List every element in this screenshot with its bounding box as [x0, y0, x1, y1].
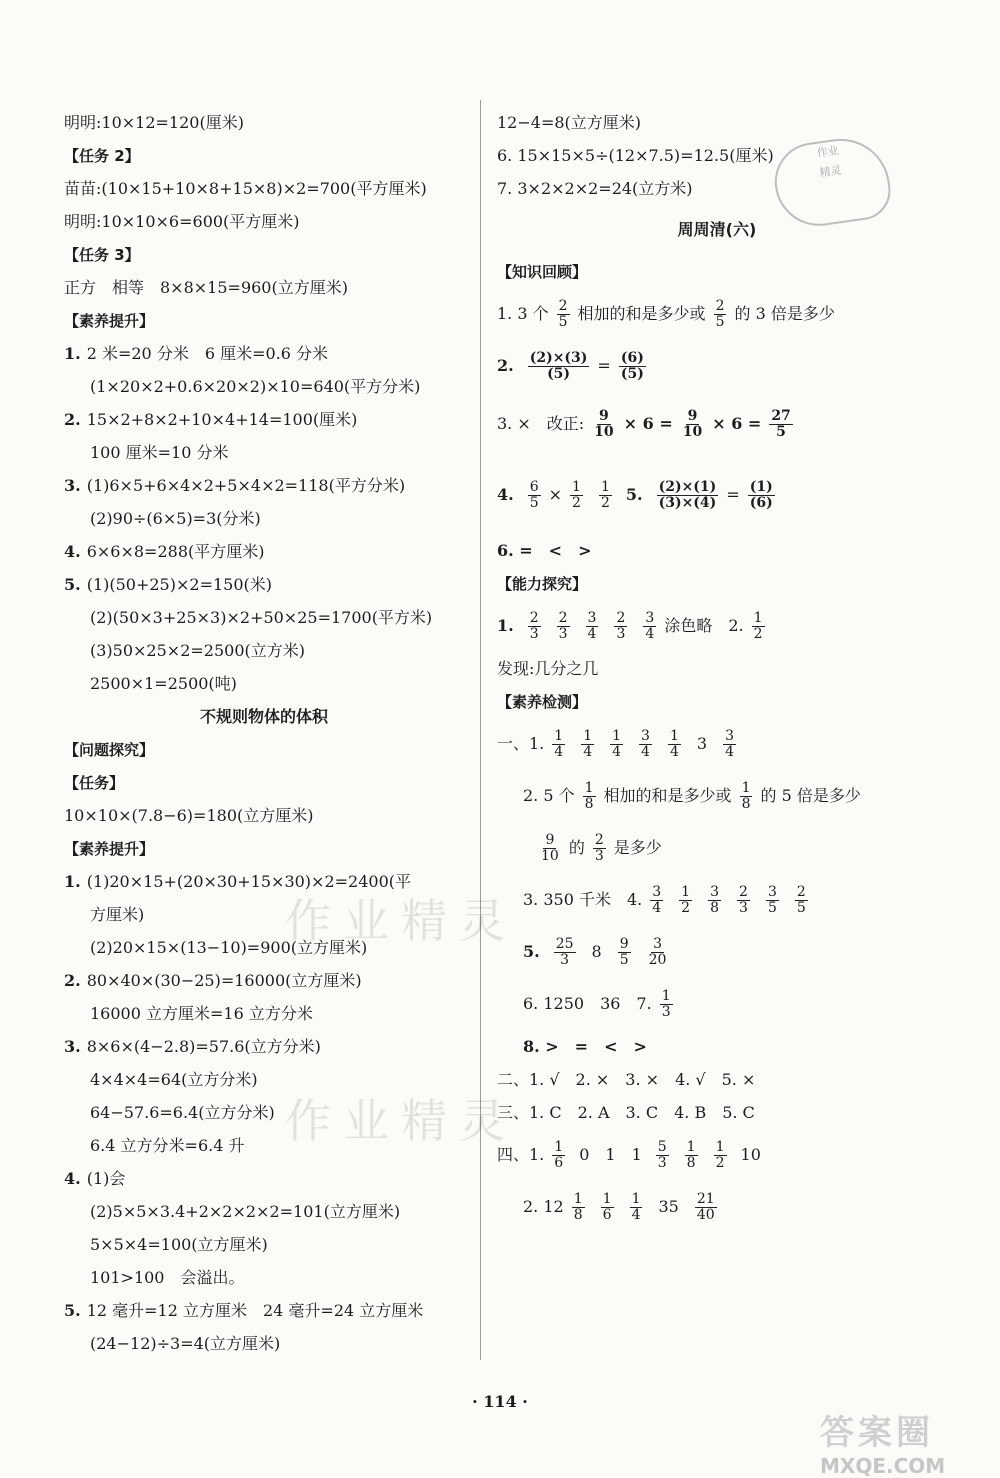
fraction: $\frac{3}{20}$: [648, 935, 667, 968]
fraction: $\frac{1}{8}$: [573, 1190, 583, 1223]
fraction: $\frac{21}{40}$: [696, 1190, 715, 1223]
fraction: $\frac{1}{2}$: [600, 478, 610, 511]
section-heading: [64, 304, 464, 337]
answer-line: [64, 1261, 464, 1294]
line-text: (2)5×5×3.4+2×2×2×2=101(立方厘米): [90, 1201, 401, 1221]
line-text: (1×20×2+0.6×20×2)×10=640(平方分米): [90, 376, 421, 396]
line-text: 2 米=20 分米 6 厘米=0.6 分米: [86, 343, 329, 363]
line-text: (2)90÷(6×5)=3(分米): [90, 508, 261, 528]
fraction: $\frac{1}{8}$: [686, 1138, 696, 1171]
column-divider: [480, 100, 481, 1360]
answer-line: [64, 1195, 464, 1228]
line-text: 10×10×(7.8−6)=180(立方厘米): [64, 805, 314, 825]
line-text: 4×4×4=64(立方分米): [90, 1069, 258, 1089]
answer-line: 一、1. $\frac{1}{4}$ $\frac{1}{4}$ $\frac{1}{4}$ $\frac{3}{4}$ $\frac{1}{4}$ 3 $\frac{3}{4}$: [497, 727, 734, 760]
fraction: $\frac{(2)\times(1)}{(3)\times(4)}$: [658, 478, 717, 511]
fraction: $\frac{2}{5}$: [715, 297, 725, 330]
logo-url: MXQE.COM: [820, 1454, 946, 1478]
fraction: $\frac{2}{5}$: [558, 297, 568, 330]
line-text: 方厘米): [90, 904, 145, 924]
section-title: 周周清(六): [677, 220, 757, 239]
answer-line: 12−4=8(立方厘米): [497, 112, 642, 132]
answer-line: [64, 601, 464, 634]
answer-line: 2. $\frac{(2)\times(3)}{(5)}$ = $\frac{(6)}{(5)}$: [497, 349, 644, 382]
answer-line: [64, 1162, 464, 1195]
line-text: 6×6×8=288(平方厘米): [86, 541, 265, 561]
line-text: (1)(50+25)×2=150(米): [86, 574, 272, 594]
fraction: $\frac{1}{4}$: [669, 727, 679, 760]
fraction: $\frac{2}{3}$: [616, 609, 626, 642]
answer-line: [64, 964, 464, 997]
answer-line: [64, 172, 464, 205]
fraction: $\frac{1}{2}$: [715, 1138, 725, 1171]
line-text: 【素养提升】: [64, 311, 155, 330]
item-number: 2.: [64, 970, 81, 990]
watermark: 作业精灵: [285, 894, 517, 948]
line-text: (1)会: [86, 1168, 126, 1188]
answer-line: [64, 667, 464, 700]
fraction: $\frac{9}{10}$: [682, 407, 703, 440]
line-text: 5×5×4=100(立方厘米): [90, 1234, 268, 1254]
item-number: 1.: [64, 871, 81, 891]
answer-line: 二、1. √ 2. × 3. × 4. √ 5. ×: [497, 1069, 756, 1089]
fraction: $\frac{2}{3}$: [594, 831, 604, 864]
page-number-value: 114: [483, 1392, 517, 1411]
fraction: $\frac{1}{4}$: [554, 727, 564, 760]
answer-line: [64, 370, 464, 403]
stamp-line: 作业: [815, 143, 840, 160]
fraction: $\frac{2}{3}$: [558, 609, 568, 642]
item-number: 4.: [64, 541, 81, 561]
answer-line: 6. = < >: [497, 540, 592, 560]
line-text: 【任务】: [64, 773, 125, 792]
answer-line: [64, 205, 464, 238]
answer-line: 5. $\frac{25}{3}$ 8 $\frac{9}{5}$ $\frac{3}{20}$: [523, 935, 667, 968]
line-text: 苗苗:(10×15+10×8+15×8)×2=700(平方厘米): [64, 178, 427, 198]
fraction: $\frac{1}{2}$: [572, 478, 581, 511]
fraction: $\frac{9}{10}$: [541, 831, 559, 864]
line-text: 101>100 会溢出。: [90, 1267, 245, 1287]
answer-line: [64, 403, 464, 436]
section-title: [64, 700, 464, 733]
answer-line: 1. $\frac{2}{3}$ $\frac{2}{3}$ $\frac{3}{4}$ $\frac{2}{3}$ $\frac{3}{4}$ 涂色略 2. $\frac{1}{2}$: [497, 609, 763, 642]
fraction: $\frac{(2)\times(3)}{(5)}$: [529, 349, 588, 382]
line-text: 明明:10×10×6=600(平方厘米): [64, 211, 300, 231]
fraction: $\frac{1}{4}$: [583, 727, 593, 760]
line-text: 100 厘米=10 分米: [90, 442, 229, 462]
answer-line: 四、1. $\frac{1}{6}$ 0 1 1 $\frac{5}{3}$ $\frac{1}{8}$ $\frac{1}{2}$ 10: [497, 1138, 761, 1171]
answer-line: 6. 1250 36 7. $\frac{1}{3}$: [523, 987, 671, 1020]
fraction: $\frac{1}{6}$: [602, 1190, 612, 1223]
line-text: 64−57.6=6.4(立方分米): [90, 1102, 275, 1122]
section-heading: [64, 766, 464, 799]
item-number: 5.: [64, 1300, 81, 1320]
answer-line: [64, 535, 464, 568]
fraction: $\frac{9}{10}$: [594, 407, 614, 440]
section-heading: [64, 733, 464, 766]
fraction: $\frac{(6)}{(5)}$: [620, 349, 644, 382]
line-text: 【任务 2】: [64, 146, 140, 165]
item-number: 3.: [64, 475, 81, 495]
line-text: (3)50×25×2=2500(立方米): [90, 640, 305, 660]
line-text: (24−12)÷3=4(立方厘米): [90, 1333, 281, 1353]
section-heading: 【知识回顾】: [497, 262, 588, 281]
fraction: $\frac{3}{4}$: [652, 883, 662, 916]
fraction: $\frac{1}{4}$: [631, 1190, 641, 1223]
line-text: 80×40×(30−25)=16000(立方厘米): [86, 970, 362, 990]
item-number: 3.: [64, 1036, 81, 1056]
answer-line: [64, 1294, 464, 1327]
line-text: (2)20×15×(13−10)=900(立方厘米): [90, 937, 368, 957]
section-heading: 【素养检测】: [497, 692, 588, 711]
section-heading: 【能力探究】: [497, 574, 588, 593]
fraction: $\frac{1}{8}$: [741, 779, 751, 812]
line-text: 明明:10×12=120(厘米): [64, 112, 244, 132]
line-text: 8×6×(4−2.8)=57.6(立方分米): [86, 1036, 321, 1056]
logo-text: 答案圈: [820, 1413, 934, 1453]
section-heading: [64, 139, 464, 172]
fraction: $\frac{3}{4}$: [645, 609, 655, 642]
answer-line: 3. × 改正: $\frac{9}{10}$ × 6 = $\frac{9}{10}$ × 6 = $\frac{27}{5}$: [497, 407, 791, 440]
line-text: 【素养提升】: [64, 839, 155, 858]
line-text: 【任务 3】: [64, 245, 140, 264]
line-text: (1)20×15+(20×30+15×30)×2=2400(平: [86, 871, 411, 891]
line-text: 15×2+8×2+10×4+14=100(厘米): [86, 409, 358, 429]
line-text: 6.4 立方分米=6.4 升: [90, 1135, 245, 1155]
fraction: $\frac{27}{5}$: [771, 407, 791, 440]
answer-line: [64, 469, 464, 502]
section-heading: [64, 832, 464, 865]
item-number: 5.: [64, 574, 81, 594]
fraction: $\frac{2}{5}$: [796, 883, 806, 916]
fraction: $\frac{6}{5}$: [529, 478, 539, 511]
fraction: $\frac{(1)}{(6)}$: [749, 478, 773, 511]
fraction: $\frac{1}{6}$: [554, 1138, 564, 1171]
fraction: $\frac{1}{4}$: [612, 727, 622, 760]
fraction: $\frac{3}{5}$: [767, 883, 777, 916]
answer-line: [64, 799, 464, 832]
line-text: 12 毫升=12 立方厘米 24 毫升=24 立方厘米: [86, 1300, 424, 1320]
fraction: $\frac{2}{3}$: [529, 609, 539, 642]
fraction: $\frac{3}{4}$: [587, 609, 597, 642]
answer-line: [64, 568, 464, 601]
right-column: [497, 106, 937, 1233]
answer-line: 2. 5 个 $\frac{1}{8}$ 相加的和是多少或 $\frac{1}{8}$ 的 5 倍是多少: [523, 779, 861, 812]
item-number: 1.: [64, 343, 81, 363]
answer-line: [64, 1030, 464, 1063]
section-heading: [64, 238, 464, 271]
item-number: 2.: [64, 409, 81, 429]
answer-line: 8. > = < >: [523, 1036, 647, 1056]
fraction: $\frac{9}{5}$: [619, 935, 629, 968]
line-text: 2500×1=2500(吨): [90, 673, 237, 693]
answer-line: [64, 997, 464, 1030]
page-number: · 114 ·: [472, 1392, 528, 1411]
site-logo: [820, 1405, 1000, 1478]
fraction: $\frac{1}{8}$: [584, 779, 594, 812]
fraction: $\frac{1}{3}$: [661, 987, 671, 1020]
line-text: 16000 立方厘米=16 立方分米: [90, 1003, 313, 1023]
fraction: $\frac{1}{2}$: [681, 883, 691, 916]
answer-line: 7. 3×2×2×2=24(立方米): [497, 178, 693, 198]
answer-line: [64, 1228, 464, 1261]
answer-line: 4. $\frac{6}{5}$ × $\frac{1}{2}$ $\frac{1}{2}$ 5. $\frac{(2)\times(1)}{(3)\times(4)}$ = $\frac{(1)}{(6)}$: [497, 478, 773, 511]
answer-line: 1. 3 个 $\frac{2}{5}$ 相加的和是多少或 $\frac{2}{5}$ 的 3 倍是多少: [497, 297, 835, 330]
line-text: 不规则物体的体积: [199, 706, 328, 726]
fraction: $\frac{5}{3}$: [657, 1138, 667, 1171]
stamp-line: 精灵: [818, 163, 843, 180]
answer-line: $\frac{9}{10}$ 的 $\frac{2}{3}$ 是多少: [541, 831, 662, 864]
fraction: $\frac{3}{8}$: [710, 883, 720, 916]
line-text: (1)6×5+6×4×2+5×4×2=118(平方分米): [86, 475, 406, 495]
fraction: $\frac{3}{4}$: [641, 727, 650, 760]
answer-line: [64, 106, 464, 139]
fraction: $\frac{25}{3}$: [555, 935, 574, 968]
left-column: [64, 106, 464, 1360]
line-text: 【问题探究】: [64, 740, 155, 759]
answer-line: 三、1. C 2. A 3. C 4. B 5. C: [497, 1102, 755, 1122]
line-text: 正方 相等 8×8×15=960(立方厘米): [64, 277, 348, 297]
watermark: 作业精灵: [285, 1094, 517, 1148]
fraction: $\frac{1}{2}$: [753, 609, 763, 642]
line-text: (2)(50×3+25×3)×2+50×25=1700(平方米): [90, 607, 433, 627]
answer-line: [64, 634, 464, 667]
answer-line: [64, 1327, 464, 1360]
answer-line: [64, 502, 464, 535]
fraction: $\frac{3}{4}$: [725, 727, 734, 760]
answer-line: 6. 15×15×5÷(12×7.5)=12.5(厘米): [497, 145, 774, 165]
answer-line: 发现:几分之几: [497, 658, 599, 678]
fraction: $\frac{2}{3}$: [739, 883, 748, 916]
answer-line: [64, 436, 464, 469]
answer-line: [64, 271, 464, 304]
answer-line: 3. 350 千米 4. $\frac{3}{4}$ $\frac{1}{2}$ $\frac{3}{8}$ $\frac{2}{3}$ $\frac{3}{5}$ $\frac{2}{5}$: [523, 883, 806, 916]
answer-line: 2. 12 $\frac{1}{8}$ $\frac{1}{6}$ $\frac{1}{4}$ 35 $\frac{21}{40}$: [523, 1190, 715, 1223]
item-number: 4.: [64, 1168, 81, 1188]
answer-line: [64, 337, 464, 370]
